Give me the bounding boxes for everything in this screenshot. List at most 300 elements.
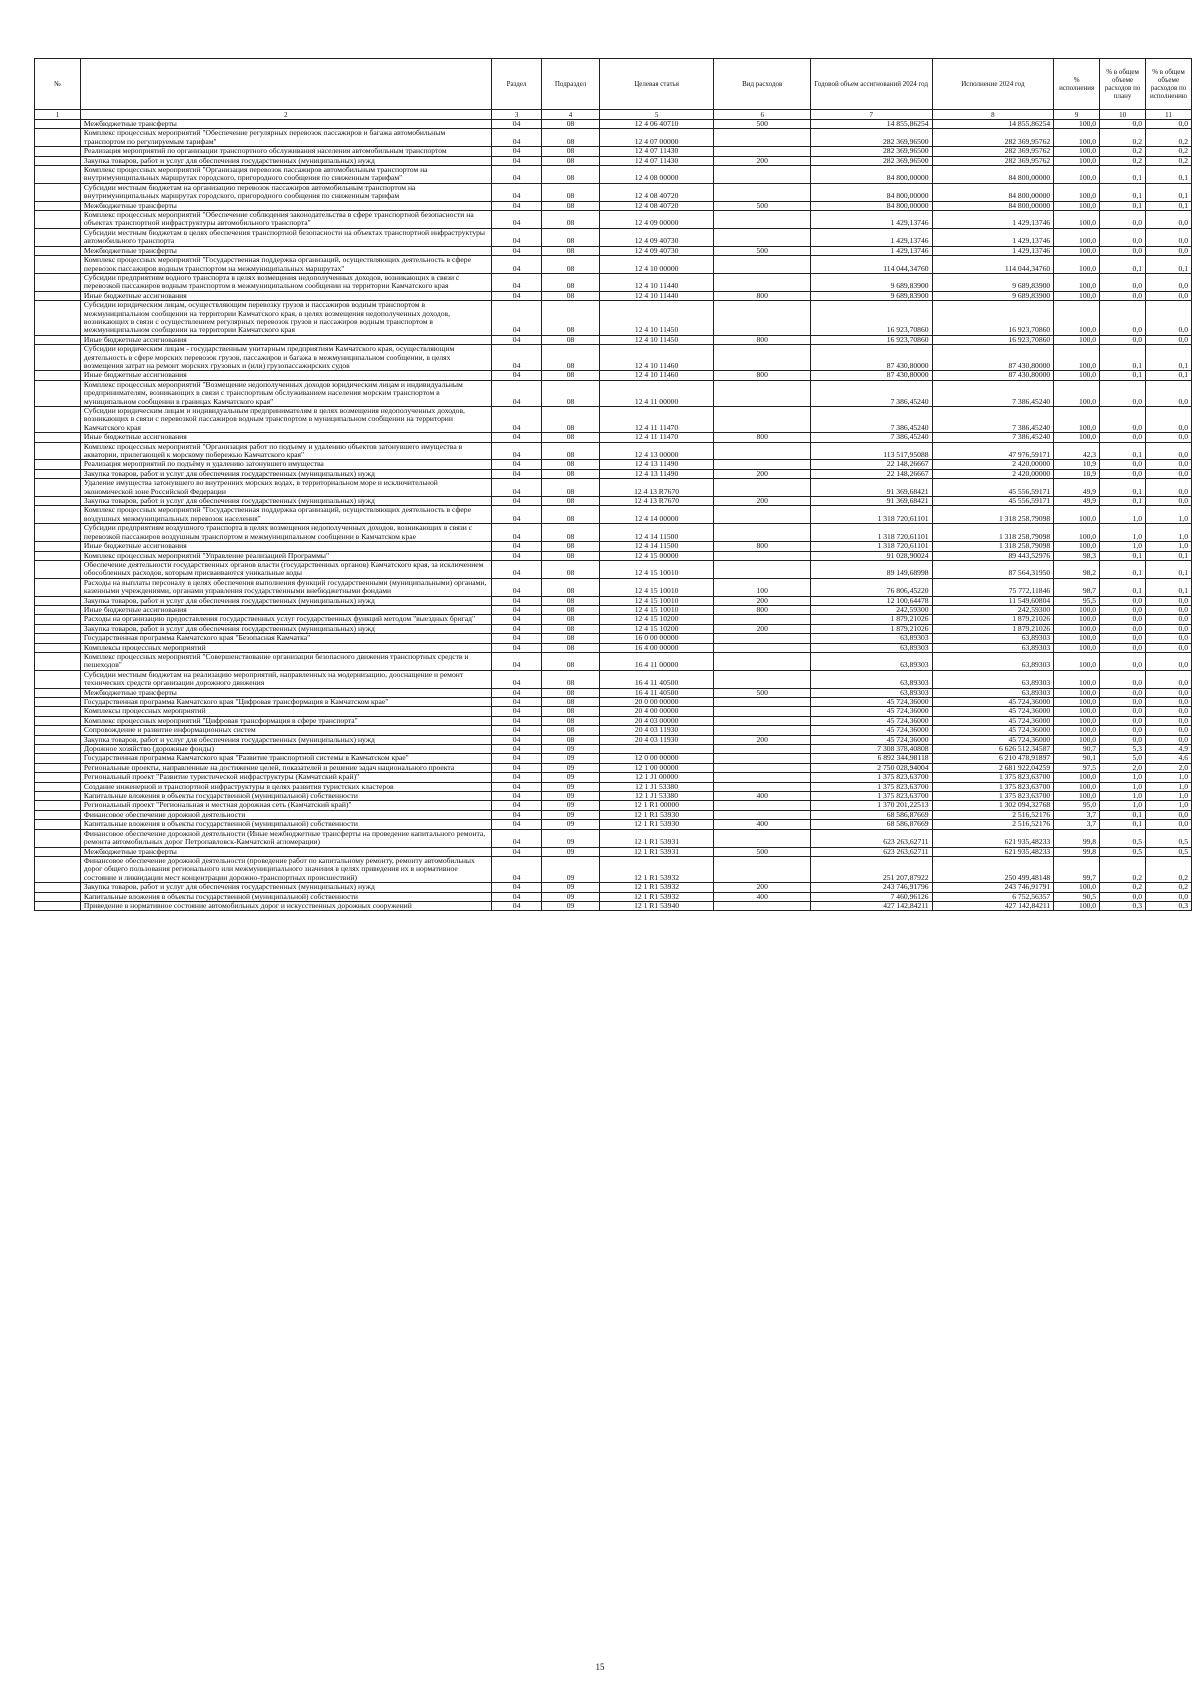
row-number (35, 460, 81, 469)
row-plan: 623 263,62711 (810, 829, 932, 847)
row-vr (714, 551, 810, 560)
row-share-plan: 0,2 (1100, 883, 1146, 892)
row-razdel: 04 (491, 301, 542, 336)
row-podrazdel: 08 (542, 560, 599, 578)
row-pct: 100,0 (1054, 883, 1100, 892)
header-podrazdel: Подраздел (542, 59, 599, 110)
row-podrazdel: 08 (542, 542, 599, 551)
row-podrazdel: 08 (542, 433, 599, 442)
row-share-fact: 0,0 (1146, 246, 1192, 255)
row-podrazdel: 08 (542, 407, 599, 433)
row-razdel: 04 (491, 201, 542, 210)
header-fact: Исполнение 2024 год (932, 59, 1054, 110)
row-csr: 20 4 03 11930 (599, 726, 714, 735)
row-plan: 84 800,00000 (810, 183, 932, 201)
row-share-plan: 0,0 (1100, 433, 1146, 442)
row-csr: 12 4 14 00000 (599, 506, 714, 524)
row-share-fact: 0,1 (1146, 201, 1192, 210)
row-number (35, 120, 81, 129)
row-razdel: 04 (491, 698, 542, 707)
row-razdel: 04 (491, 407, 542, 433)
row-vr (714, 228, 810, 246)
row-plan: 91 369,68421 (810, 497, 932, 506)
table-row (35, 228, 1192, 246)
row-pct: 100,0 (1054, 156, 1100, 165)
row-plan: 84 800,00000 (810, 166, 932, 184)
row-number (35, 688, 81, 697)
row-csr: 12 4 15 10200 (599, 615, 714, 624)
row-vr (714, 615, 810, 624)
row-share-plan: 0,2 (1100, 156, 1146, 165)
row-name: Государственная программа Камчатского края "Безопасная Камчатка" (80, 634, 491, 643)
row-razdel: 04 (491, 246, 542, 255)
row-name: Создание инженерной и транспортной инфраструктуры в целях развития туристских кластеров (80, 782, 491, 791)
row-share-fact: 0,0 (1146, 820, 1192, 829)
row-number (35, 469, 81, 478)
row-name: Субсидии юридическим лицам - государственным унитарным предприятиям Камчатского края, осуществляющим деятельность в сфере морских перевозок грузов, пассажиров и багажа в межмуниципальном сообщении, в целях возмещения затрат на ремонт морских грузовых и (или) грузопассажирских судов (80, 345, 491, 371)
row-podrazdel: 09 (542, 745, 599, 754)
row-name: Комплекс процессных мероприятий "Организация перевозок пассажиров автомобильным транспортом на внутримуниципальных маршрутах городского, пригородного сообщения по сниженным тарифам" (80, 166, 491, 184)
row-share-fact: 0,0 (1146, 380, 1192, 406)
row-plan: 45 724,36000 (810, 716, 932, 725)
row-podrazdel: 08 (542, 707, 599, 716)
row-vr (714, 726, 810, 735)
row-pct: 100,0 (1054, 652, 1100, 670)
row-csr: 12 1 R1 53940 (599, 901, 714, 910)
row-pct: 100,0 (1054, 120, 1100, 129)
row-pct: 100,0 (1054, 506, 1100, 524)
row-share-fact: 4,6 (1146, 754, 1192, 763)
row-vr (714, 524, 810, 542)
row-fact: 63,89303 (932, 688, 1054, 697)
column-number: 2 (80, 110, 491, 120)
row-csr: 12 1 R1 00000 (599, 801, 714, 810)
row-share-fact: 0,0 (1146, 335, 1192, 344)
row-vr: 800 (714, 291, 810, 300)
row-fact: 282 369,95762 (932, 129, 1054, 147)
row-fact: 1 318 258,79098 (932, 542, 1054, 551)
row-razdel: 04 (491, 745, 542, 754)
row-vr (714, 707, 810, 716)
row-name: Закупка товаров, работ и услуг для обеспечения государственных (муниципальных) нужд (80, 735, 491, 744)
row-fact: 7 386,45240 (932, 433, 1054, 442)
row-podrazdel: 08 (542, 246, 599, 255)
row-plan: 2 750 028,94004 (810, 763, 932, 772)
row-csr: 12 4 10 11450 (599, 301, 714, 336)
table-row (35, 147, 1192, 156)
row-vr: 200 (714, 469, 810, 478)
row-fact: 2 516,52176 (932, 820, 1054, 829)
row-pct: 100,0 (1054, 256, 1100, 274)
row-share-fact: 1,0 (1146, 506, 1192, 524)
row-share-fact: 0,0 (1146, 652, 1192, 670)
row-share-plan: 0,0 (1100, 291, 1146, 300)
row-name: Закупка товаров, работ и услуг для обеспечения государственных (муниципальных) нужд (80, 469, 491, 478)
row-fact: 1 429,13746 (932, 228, 1054, 246)
row-podrazdel: 08 (542, 578, 599, 596)
row-name: Дорожное хозяйство (дорожные фонды) (80, 745, 491, 754)
row-share-fact: 0,0 (1146, 442, 1192, 460)
row-razdel: 04 (491, 652, 542, 670)
row-fact: 45 556,59171 (932, 497, 1054, 506)
table-row (35, 345, 1192, 371)
row-number (35, 506, 81, 524)
row-share-plan: 0,0 (1100, 460, 1146, 469)
row-csr: 16 4 11 40500 (599, 670, 714, 688)
row-podrazdel: 09 (542, 820, 599, 829)
row-pct: 10,9 (1054, 469, 1100, 478)
row-podrazdel: 09 (542, 883, 599, 892)
row-fact: 45 556,59171 (932, 479, 1054, 497)
table-row (35, 726, 1192, 735)
row-podrazdel: 08 (542, 634, 599, 643)
header-share-plan: % в общем объеме расходов по плану (1100, 59, 1146, 110)
row-name: Реализация мероприятий по подъёму и удалению затонувшего имущества (80, 460, 491, 469)
row-podrazdel: 08 (542, 301, 599, 336)
row-pct: 10,9 (1054, 460, 1100, 469)
row-vr: 500 (714, 847, 810, 856)
row-razdel: 04 (491, 345, 542, 371)
row-share-plan: 0,5 (1100, 829, 1146, 847)
row-number (35, 201, 81, 210)
row-plan: 87 430,80000 (810, 371, 932, 380)
row-share-plan: 1,0 (1100, 542, 1146, 551)
row-pct: 3,7 (1054, 810, 1100, 819)
table-row (35, 801, 1192, 810)
row-razdel: 04 (491, 716, 542, 725)
row-number (35, 670, 81, 688)
row-podrazdel: 09 (542, 782, 599, 791)
row-share-fact: 0,0 (1146, 810, 1192, 819)
row-vr (714, 442, 810, 460)
row-name: Субсидии местным бюджетам в целях обеспечения транспортной безопасности на объектах транспортной инфраструктуры автомобильного транспорта (80, 228, 491, 246)
row-number (35, 524, 81, 542)
row-fact: 621 935,48233 (932, 847, 1054, 856)
row-plan: 7 460,96126 (810, 892, 932, 901)
row-share-fact: 0,0 (1146, 479, 1192, 497)
row-pct: 100,0 (1054, 380, 1100, 406)
row-pct: 100,0 (1054, 707, 1100, 716)
row-csr: 12 4 08 40720 (599, 183, 714, 201)
row-fact: 16 923,70860 (932, 335, 1054, 344)
row-vr (714, 856, 810, 882)
row-share-plan: 0,0 (1100, 735, 1146, 744)
row-share-plan: 0,1 (1100, 497, 1146, 506)
row-podrazdel: 08 (542, 273, 599, 291)
row-plan: 1 318 720,61101 (810, 506, 932, 524)
row-vr: 800 (714, 335, 810, 344)
row-razdel: 04 (491, 773, 542, 782)
row-number (35, 847, 81, 856)
row-name: Расходы на организацию предоставления государственных услуг государственных функций методом "выездных бригад" (80, 615, 491, 624)
row-vr: 200 (714, 883, 810, 892)
row-number (35, 335, 81, 344)
row-plan: 22 148,26667 (810, 460, 932, 469)
row-share-fact: 0,1 (1146, 183, 1192, 201)
row-vr (714, 901, 810, 910)
row-fact: 45 724,36000 (932, 726, 1054, 735)
row-podrazdel: 08 (542, 291, 599, 300)
table-row (35, 380, 1192, 406)
row-number (35, 745, 81, 754)
row-share-plan: 0,0 (1100, 634, 1146, 643)
row-number (35, 615, 81, 624)
row-fact: 14 855,86254 (932, 120, 1054, 129)
row-name: Капитальные вложения в объекты государственной (муниципальной) собственности (80, 820, 491, 829)
row-vr (714, 716, 810, 725)
row-share-plan: 0,2 (1100, 129, 1146, 147)
row-number (35, 605, 81, 614)
header-no: № (35, 59, 81, 110)
row-csr: 12 1 J1 53380 (599, 792, 714, 801)
row-plan: 22 148,26667 (810, 469, 932, 478)
row-vr (714, 763, 810, 772)
row-number (35, 578, 81, 596)
row-number (35, 856, 81, 882)
row-name: Финансовое обеспечение дорожной деятельности (проведение работ по капитальному ремонту, ремонту автомобильных дорог общего пользования регионального или межмуниципального значения в целях приведения их в нормативное состояние и ликвидации мест концентрации дорожно-транспортных происшествий) (80, 856, 491, 882)
row-share-plan: 0,1 (1100, 560, 1146, 578)
row-number (35, 228, 81, 246)
row-number (35, 291, 81, 300)
row-share-plan: 0,2 (1100, 147, 1146, 156)
row-razdel: 04 (491, 371, 542, 380)
row-vr (714, 273, 810, 291)
row-csr: 12 4 10 11440 (599, 273, 714, 291)
row-vr (714, 256, 810, 274)
row-pct: 100,0 (1054, 335, 1100, 344)
row-name: Сопровождение и развитие информационных систем (80, 726, 491, 735)
row-plan: 1 370 201,22513 (810, 801, 932, 810)
row-csr: 12 4 15 10200 (599, 624, 714, 633)
row-fact: 1 318 258,79098 (932, 506, 1054, 524)
row-csr: 12 4 08 00000 (599, 166, 714, 184)
row-podrazdel: 08 (542, 524, 599, 542)
table-row (35, 670, 1192, 688)
row-pct: 97,5 (1054, 763, 1100, 772)
row-share-fact: 0,0 (1146, 211, 1192, 229)
row-podrazdel: 08 (542, 120, 599, 129)
table-row (35, 407, 1192, 433)
row-csr: 12 4 15 10010 (599, 578, 714, 596)
row-plan: 1 375 823,63700 (810, 773, 932, 782)
row-vr (714, 460, 810, 469)
row-fact: 282 369,95762 (932, 156, 1054, 165)
row-podrazdel: 08 (542, 551, 599, 560)
row-share-fact: 0,1 (1146, 371, 1192, 380)
row-number (35, 829, 81, 847)
row-name: Закупка товаров, работ и услуг для обеспечения государственных (муниципальных) нужд (80, 156, 491, 165)
row-podrazdel: 08 (542, 228, 599, 246)
row-pct: 90,1 (1054, 754, 1100, 763)
row-number (35, 763, 81, 772)
row-share-fact: 0,1 (1146, 578, 1192, 596)
row-podrazdel: 08 (542, 469, 599, 478)
row-share-plan: 0,0 (1100, 273, 1146, 291)
row-share-fact: 0,2 (1146, 856, 1192, 882)
row-fact: 1 879,21026 (932, 615, 1054, 624)
row-pct: 100,0 (1054, 542, 1100, 551)
row-razdel: 04 (491, 847, 542, 856)
row-fact: 1 375 823,63700 (932, 773, 1054, 782)
row-share-fact: 0,0 (1146, 596, 1192, 605)
row-vr (714, 147, 810, 156)
row-share-plan: 0,0 (1100, 407, 1146, 433)
row-vr (714, 129, 810, 147)
row-plan: 113 517,95088 (810, 442, 932, 460)
row-name: Комплексы процессных мероприятий (80, 707, 491, 716)
row-plan: 282 369,96500 (810, 129, 932, 147)
row-fact: 84 800,00000 (932, 166, 1054, 184)
row-number (35, 596, 81, 605)
row-razdel: 04 (491, 460, 542, 469)
row-csr: 12 4 15 00000 (599, 551, 714, 560)
row-name: Субсидии юридическим лицам, осуществляющим перевозку грузов и пассажиров водным транспортом в межмуниципальном сообщении на территории Камчатского края, в целях возмещения недополученных доходов, возникающих в связи с осуществлением регулярных перевозок грузов и пассажиров водным транспортом в межмуниципальном сообщении на территории Камчатского края (80, 301, 491, 336)
row-share-fact: 0,2 (1146, 156, 1192, 165)
row-share-plan: 1,0 (1100, 524, 1146, 542)
row-plan: 1 429,13746 (810, 246, 932, 255)
row-razdel: 04 (491, 551, 542, 560)
row-share-plan: 0,3 (1100, 901, 1146, 910)
row-number (35, 801, 81, 810)
row-plan: 45 724,36000 (810, 698, 932, 707)
row-csr: 12 4 10 11460 (599, 371, 714, 380)
row-fact: 63,89303 (932, 634, 1054, 643)
column-numbers-row (35, 110, 1192, 120)
row-csr: 12 4 13 00000 (599, 442, 714, 460)
row-share-fact: 0,0 (1146, 707, 1192, 716)
column-number: 11 (1146, 110, 1192, 120)
table-row (35, 560, 1192, 578)
row-plan: 1 879,21026 (810, 624, 932, 633)
row-share-fact: 0,0 (1146, 624, 1192, 633)
row-number (35, 560, 81, 578)
row-share-plan: 0,1 (1100, 810, 1146, 819)
row-pct: 100,0 (1054, 371, 1100, 380)
row-share-plan: 0,0 (1100, 624, 1146, 633)
row-razdel: 04 (491, 624, 542, 633)
row-fact: 2 516,52176 (932, 810, 1054, 819)
row-share-plan: 0,0 (1100, 688, 1146, 697)
table-row (35, 166, 1192, 184)
row-share-plan: 0,1 (1100, 578, 1146, 596)
row-podrazdel: 08 (542, 698, 599, 707)
row-pct: 100,0 (1054, 698, 1100, 707)
row-pct: 100,0 (1054, 735, 1100, 744)
row-number (35, 883, 81, 892)
row-name: Региональный проект "Развитие туристической инфраструктуры (Камчатский край)" (80, 773, 491, 782)
row-vr (714, 745, 810, 754)
row-share-plan: 0,0 (1100, 301, 1146, 336)
row-plan: 68 586,87669 (810, 820, 932, 829)
row-fact: 242,59300 (932, 605, 1054, 614)
row-fact: 427 142,84211 (932, 901, 1054, 910)
row-share-fact: 0,0 (1146, 670, 1192, 688)
row-share-plan: 0,1 (1100, 820, 1146, 829)
row-share-plan: 0,0 (1100, 380, 1146, 406)
row-vr: 500 (714, 120, 810, 129)
row-csr: 20 4 03 11930 (599, 735, 714, 744)
row-share-fact: 4,9 (1146, 745, 1192, 754)
page-number: 15 (595, 1662, 605, 1672)
row-razdel: 04 (491, 670, 542, 688)
row-name: Государственная программа Камчатского края "Развитие транспортной системы в Камчатском крае" (80, 754, 491, 763)
row-pct: 100,0 (1054, 773, 1100, 782)
column-number: 4 (542, 110, 599, 120)
row-number (35, 380, 81, 406)
row-share-plan: 0,0 (1100, 211, 1146, 229)
row-csr: 12 4 11 00000 (599, 380, 714, 406)
header-vr: Вид расходов (714, 59, 810, 110)
row-podrazdel: 09 (542, 829, 599, 847)
row-number (35, 716, 81, 725)
row-csr: 16 4 11 40500 (599, 688, 714, 697)
row-razdel: 04 (491, 129, 542, 147)
column-number: 8 (932, 110, 1054, 120)
row-csr: 12 1 J1 53380 (599, 782, 714, 791)
row-pct: 100,0 (1054, 716, 1100, 725)
row-share-plan: 0,0 (1100, 892, 1146, 901)
row-pct: 95,5 (1054, 596, 1100, 605)
row-fact: 45 724,36000 (932, 735, 1054, 744)
column-number: 9 (1054, 110, 1100, 120)
row-pct: 100,0 (1054, 524, 1100, 542)
row-vr: 200 (714, 624, 810, 633)
row-razdel: 04 (491, 707, 542, 716)
row-plan: 63,89303 (810, 652, 932, 670)
row-number (35, 166, 81, 184)
row-name: Иные бюджетные ассигнования (80, 371, 491, 380)
row-plan: 16 923,70860 (810, 301, 932, 336)
row-csr: 20 4 03 00000 (599, 716, 714, 725)
row-vr (714, 506, 810, 524)
row-plan: 9 689,83900 (810, 291, 932, 300)
row-fact: 621 935,48233 (932, 829, 1054, 847)
column-number: 7 (810, 110, 932, 120)
row-csr: 12 4 10 11450 (599, 335, 714, 344)
row-plan: 16 923,70860 (810, 335, 932, 344)
row-vr: 800 (714, 605, 810, 614)
row-share-plan: 0,1 (1100, 345, 1146, 371)
row-number (35, 479, 81, 497)
row-pct: 95,0 (1054, 801, 1100, 810)
row-share-fact: 0,5 (1146, 847, 1192, 856)
table-row (35, 901, 1192, 910)
row-number (35, 726, 81, 735)
row-fact: 250 499,48148 (932, 856, 1054, 882)
row-razdel: 04 (491, 380, 542, 406)
row-fact: 9 689,83900 (932, 273, 1054, 291)
row-podrazdel: 08 (542, 506, 599, 524)
row-share-fact: 0,1 (1146, 345, 1192, 371)
row-podrazdel: 09 (542, 892, 599, 901)
row-vr (714, 773, 810, 782)
row-name: Иные бюджетные ассигнования (80, 605, 491, 614)
table-row (35, 442, 1192, 460)
row-razdel: 04 (491, 166, 542, 184)
row-plan: 63,89303 (810, 670, 932, 688)
row-vr: 400 (714, 820, 810, 829)
row-pct: 99,8 (1054, 847, 1100, 856)
table-row (35, 820, 1192, 829)
row-share-plan: 0,0 (1100, 335, 1146, 344)
table-row (35, 773, 1192, 782)
row-fact: 1 375 823,63700 (932, 792, 1054, 801)
row-plan: 243 746,91796 (810, 883, 932, 892)
table-row (35, 542, 1192, 551)
row-plan: 63,89303 (810, 643, 932, 652)
row-pct: 100,0 (1054, 634, 1100, 643)
row-vr: 500 (714, 246, 810, 255)
